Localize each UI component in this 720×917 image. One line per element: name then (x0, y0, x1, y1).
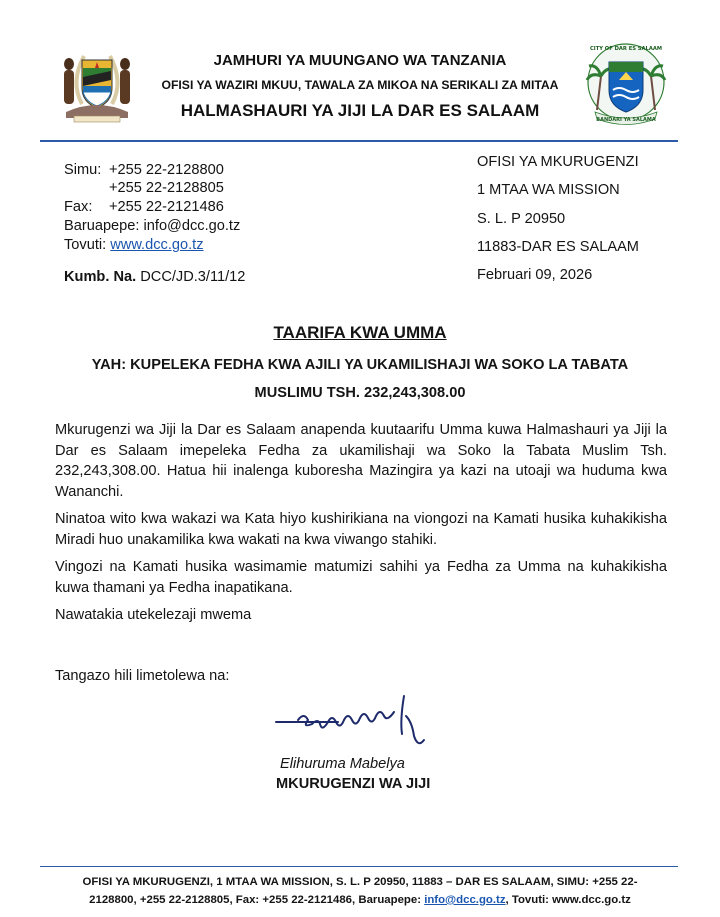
subject-line-2: MUSLIMU TSH. 232,243,308.00 (254, 385, 466, 401)
reference-number: DCC/JD.3/11/12 (140, 269, 246, 285)
signatory-name: Elihuruma Mabelya (280, 756, 405, 772)
letter-date: Februari 09, 2026 (477, 267, 593, 283)
footer-email-link[interactable]: info@dcc.go.tz (424, 894, 506, 906)
email-address: info@dcc.go.tz (143, 218, 241, 234)
phone-2: +255 22-2128805 (109, 180, 224, 196)
simu-label: Simu: (64, 162, 102, 178)
notice-title: TAARIFA KWA UMMA (273, 323, 447, 342)
email-line (64, 217, 240, 235)
footer-divider (40, 866, 678, 867)
council-heading: HALMASHAURI YA JIJI LA DAR ES SALAAM (180, 101, 540, 120)
fax-label: Fax: (64, 199, 93, 215)
web-line (64, 236, 204, 254)
website-link[interactable]: www.dcc.go.tz (110, 237, 204, 253)
footer-text-a: OFISI YA MKURUGENZI, 1 MTAA WA MISSION, S. L. P 20950, 11883 – DAR ES SALAAM, SIMU: +255 22- (82, 876, 638, 888)
address-line-4: 11883-DAR ES SALAAM (477, 239, 639, 255)
phone-1: +255 22-2128800 (109, 162, 224, 178)
subject-line-1: YAH: KUPELEKA FEDHA KWA AJILI YA UKAMILISHAJI WA SOKO LA TABATA (91, 357, 629, 373)
footer-text-c: , Tovuti: www.dcc.go.tz (505, 894, 631, 906)
phone-line-1 (64, 161, 224, 179)
web-label: Tovuti: (64, 237, 107, 253)
seal-top-text: CITY OF DAR ES SALAAM (589, 46, 663, 52)
office-heading: OFISI YA WAZIRI MKUU, TAWALA ZA MIKOA NA SERIKALI ZA MITAA (161, 78, 559, 92)
address-line-3: S. L. P 20950 (477, 211, 566, 227)
country-heading: JAMHURI YA MUUNGANO WA TANZANIA (213, 52, 507, 69)
header-divider (40, 140, 678, 142)
address-line-2: 1 MTAA WA MISSION (477, 182, 620, 198)
seal-bottom-text: BANDARI YA SALAMA (596, 117, 656, 123)
closing-line: Nawatakia utekelezaji mwema (55, 607, 252, 623)
reference-label: Kumb. Na. (64, 269, 137, 285)
paragraph-2: Ninatoa wito kwa wakazi wa Kata hiyo kushirikiana na viongozi na Kamati husika kuhakikisha Miradi huo unakamilika kwa wakati na kwa viwango stahiki. (55, 511, 667, 548)
signature-graphic (268, 690, 448, 760)
signatory-title: MKURUGENZI WA JIJI (276, 776, 431, 792)
paragraph-1: Mkurugenzi wa Jiji la Dar es Salaam anapenda kuutaarifu Umma kuwa Halmashauri ya Jiji la Dar es Salaam imepeleka Fedha za ukamilishaji wa Soko la Tabata Muslim Tsh. 232,243,308.00. Hatua hii inalenga kuboresha Mazingira ya kazi na utoaji wa huduma kwa Wananchi. (55, 422, 667, 500)
issued-by-line: Tangazo hili limetolewa na: (55, 668, 230, 684)
fax-line (64, 198, 224, 216)
footer-text-b: 2128800, +255 22-2128805, Fax: +255 22-2121486, Baruapepe: (89, 894, 425, 906)
address-line-1: OFISI YA MKURUGENZI (477, 154, 639, 170)
fax-number: +255 22-2121486 (109, 199, 224, 215)
paragraph-3: Vingozi na Kamati husika wasimamie matumizi sahihi ya Fedha za Umma na kuhakikisha kuwa thamani ya Fedha inapatikana. (55, 559, 667, 596)
email-label: Baruapepe: (64, 218, 140, 234)
footer-text (40, 873, 680, 909)
reference-line (64, 268, 245, 286)
